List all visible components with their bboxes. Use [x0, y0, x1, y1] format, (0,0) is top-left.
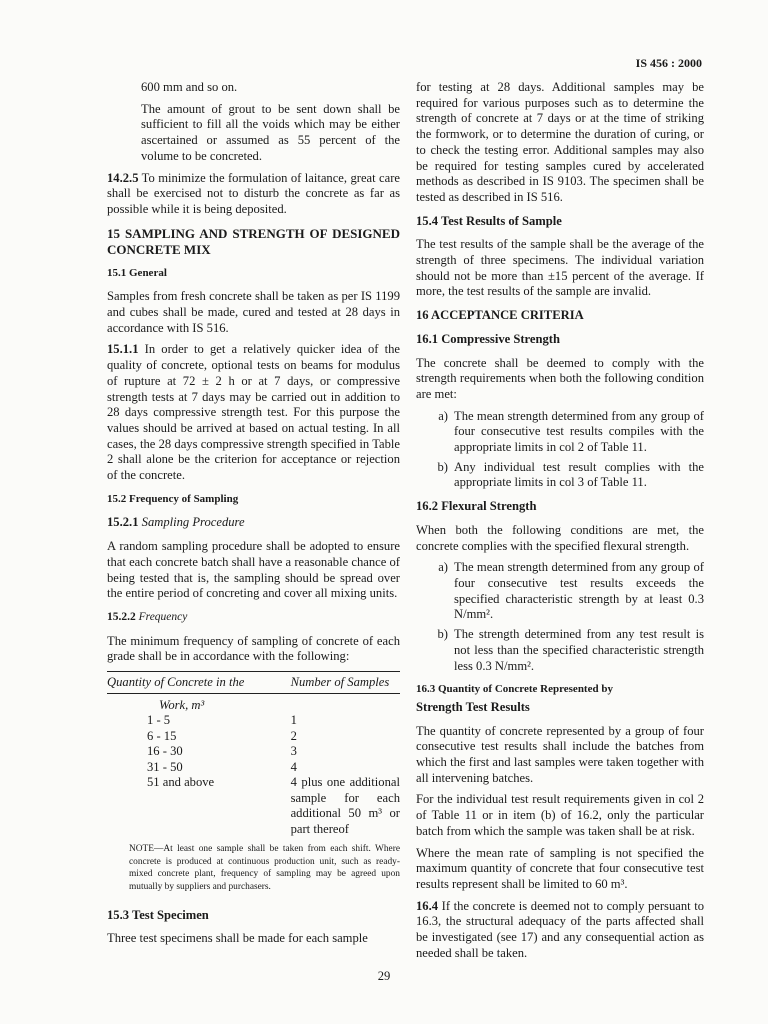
heading-15-2-2: 15.2.2 Frequency: [107, 610, 188, 623]
list-item: a) The mean strength determined from any group of four consecutive test results exceeds the specified characteristic strength by at least 0.3 N/mm².: [438, 560, 704, 622]
clause-15-1-1: 15.1.1 In order to get a relatively quicker idea of the quality of concrete, optional tests on beams for modulus of rupture at 72 ± 2 h or at 7 days, or compressive strength tests at 7 days may be carried out in addition to 28 days compressive strength test. For this purpose the values should be arrived at based on actual testing. In all cases, the 28 days compressive strength specified in Table 2 shall alone be the criterion for acceptance or rejection of the concrete.: [107, 342, 400, 483]
heading-16-2: 16.2 Flexural Strength: [416, 499, 537, 514]
list-16-2: [416, 560, 704, 674]
table-header-quantity: Quantity of Concrete in the: [107, 672, 291, 694]
table-row: 1 - 5 1: [147, 713, 297, 728]
heading-15-2: 15.2 Frequency of Sampling: [107, 492, 239, 505]
heading-15-2-1: 15.2.1 Sampling Procedure: [107, 515, 245, 530]
heading-15-1: 15.1 General: [107, 266, 167, 279]
table-row: 31 - 50 4: [147, 759, 297, 774]
page-header: IS 456 : 2000: [635, 56, 702, 70]
paragraph: for testing at 28 days. Additional samples may be required for various purposes such as to determine the strength of concrete at 7 days or at the time of striking the formwork, or to determine the duration of curing, or to check the testing error. Additional samples may also be required for testing samples cured by accelerated methods as described in IS 9103. The specimen shall be tested as described in IS 516.: [416, 80, 704, 204]
table-cell: Work, m³: [159, 697, 205, 712]
clause-16-4: 16.4 If the concrete is deemed not to comply persuant to 16.3, the structural adequacy of the parts affected shall be investigated (see 17) and any consequential action as needed shall be taken.: [416, 898, 705, 960]
section-heading-15: 15 SAMPLING AND STRENGTH OF DESIGNED CONCRETE MIX: [107, 225, 400, 257]
list-item: b) The strength determined from any test result is not less than the specified characteristic strength less 0.3 N/mm².: [437, 627, 704, 673]
paragraph: When both the following conditions are met, the concrete complies with the specified flexural strength.: [416, 522, 704, 553]
heading-15-3: 15.3 Test Specimen: [107, 907, 209, 922]
clause-number: 15.1.1: [107, 342, 139, 357]
heading-15-4: 15.4 Test Results of Sample: [416, 213, 562, 228]
sampling-frequency-table: [107, 671, 400, 837]
list-item: b) Any individual test result complies with the appropriate limits in col 3 of Table 11.: [437, 459, 704, 490]
heading-16-3: 16.3 Quantity of Concrete Represented by: [416, 683, 613, 696]
paragraph: The amount of grout to be sent down shall be sufficient to fill all the voids which may be either ascertained or assumed as 55 percent of the volume to be concreted.: [141, 101, 400, 163]
list-16-1: [416, 409, 704, 492]
paragraph: The quantity of concrete represented by a group of four consecutive test results shall include the batches from which the first and last samples were taken together with all intervening batches.: [416, 723, 704, 785]
clause-number: 16.4: [416, 898, 439, 913]
paragraph: 600 mm and so on.: [141, 80, 238, 94]
table-header-samples: Number of Samples: [291, 672, 400, 694]
right-column: [416, 80, 704, 967]
table-row: 51 and above 4 plus one additional sample for each additional 50 m³ or part thereof: [147, 775, 400, 836]
clause-number: 14.2.5: [107, 170, 139, 185]
paragraph: A random sampling procedure shall be adopted to ensure that each concrete batch shall have a reasonable chance of being tested that is, the sampling should be spread over the entire period of concreting and cover all mixing units.: [107, 539, 400, 601]
section-heading-16: 16 ACCEPTANCE CRITERIA: [416, 308, 584, 323]
heading-16-1: 16.1 Compressive Strength: [416, 331, 561, 346]
page-number: 29: [377, 969, 391, 983]
paragraph: Samples from fresh concrete shall be taken as per IS 1199 and cubes shall be made, cured and tested at 28 days in accordance with IS 516.: [107, 289, 400, 335]
paragraph: The test results of the sample shall be the average of the strength of three specimens. The individual variation should not be more than ±15 percent of the average. If more, the test results of the sample are invalid.: [416, 237, 704, 299]
paragraph: Three test specimens shall be made for each sample: [107, 931, 368, 946]
paragraph: The concrete shall be deemed to comply with the strength requirements when both the following condition are met:: [416, 355, 704, 401]
clause-14-2-5: 14.2.5 To minimize the formulation of laitance, great care shall be exercised not to disturb the concrete as far as possible while it is being deposited.: [107, 170, 400, 216]
left-column: [107, 80, 400, 953]
list-item: a) The mean strength determined from any group of four consecutive test results compiles with the appropriate limits in col 2 of Table 11.: [438, 408, 704, 455]
paragraph: Where the mean rate of sampling is not specified the maximum quantity of concrete that four consecutive test results represent shall be limited to 60 m³.: [416, 845, 704, 891]
table-note: NOTE—At least one sample shall be taken from each shift. Where concrete is produced at continuous production unit, such as ready-mixed concrete plant, frequency of sampling may be agreed upon mutually by suppliers and purchasers.: [129, 844, 400, 893]
heading-16-3-cont: Strength Test Results: [416, 699, 530, 714]
table-row: 6 - 15 2: [147, 728, 297, 743]
paragraph: For the individual test result requirements given in col 2 of Table 11 or in item (b) of 16.2, only the particular batch from which the sample was taken shall be at risk.: [416, 792, 704, 838]
paragraph: The minimum frequency of sampling of concrete of each grade shall be in accordance with the following:: [107, 633, 400, 664]
table-row: 16 - 30 3: [147, 744, 297, 759]
